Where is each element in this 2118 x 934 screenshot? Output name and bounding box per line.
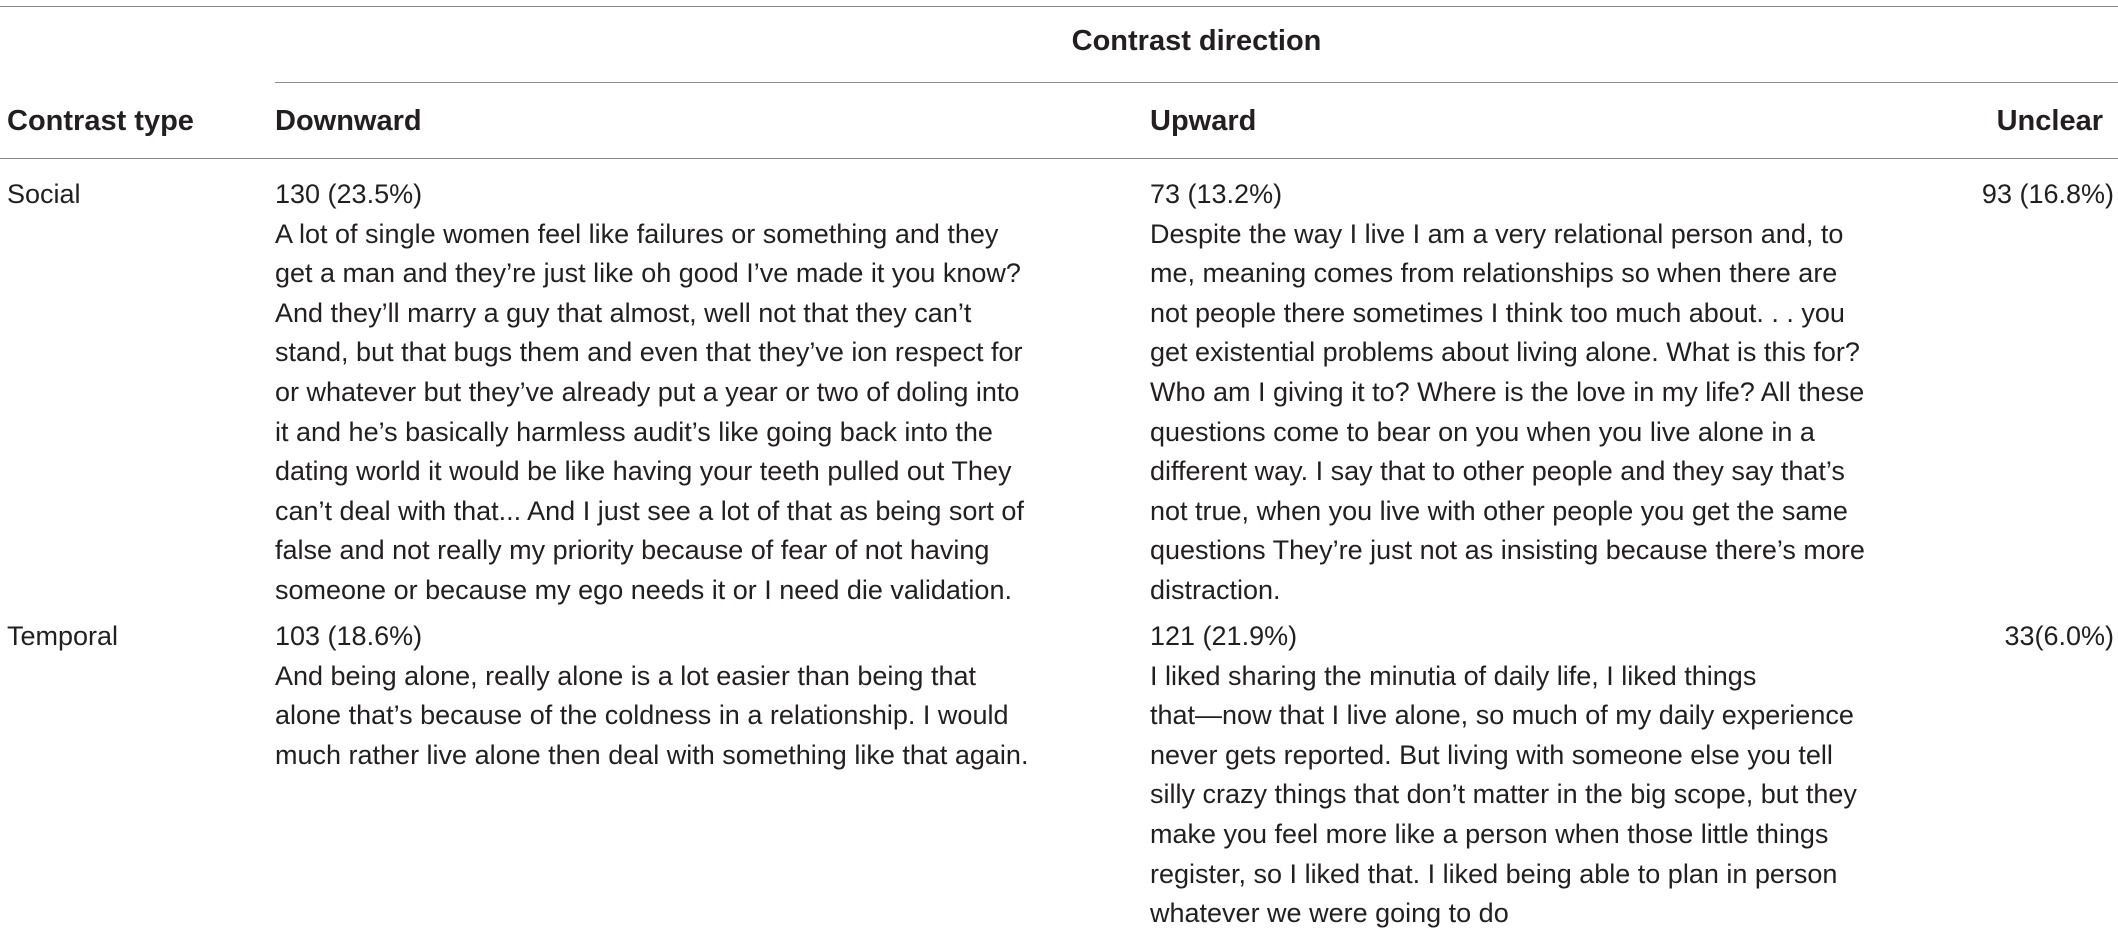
- downward-cell: [275, 175, 1024, 611]
- quote-line: someone or because my ego needs it or I need die validation.: [275, 574, 1012, 605]
- col-header-upward: Upward: [1150, 105, 1257, 137]
- quote-line: it and he’s basically harmless audit’s like going back into the: [275, 416, 993, 447]
- upward-count: 121 (21.9%): [1150, 621, 1298, 651]
- quote-line: questions They’re just not as insisting because there’s more: [1150, 535, 1865, 566]
- quote-line: get a man and they’re just like oh good I’ve made it you know?: [275, 258, 1021, 289]
- row-type-social: Social: [7, 179, 81, 209]
- quote-line: false and not really my priority because of fear of not having: [275, 535, 990, 566]
- quote-line: distraction.: [1150, 574, 1281, 605]
- unclear-count: 33(6.0%): [2004, 621, 2114, 651]
- quote-line: questions come to bear on you when you live alone in a: [1150, 416, 1815, 447]
- quote-line: Despite the way I live I am a very relational person and, to: [1150, 218, 1844, 249]
- quote-line: that—now that I live alone, so much of my daily experience: [1150, 700, 1854, 731]
- header-rule: [0, 158, 2118, 159]
- quote-line: A lot of single women feel like failures or something and they: [275, 218, 999, 249]
- top-rule: [0, 6, 2118, 7]
- row-type-temporal: Temporal: [7, 621, 119, 651]
- quote-line: Who am I giving it to? Where is the love in my life? All these: [1150, 376, 1865, 407]
- quote-line: never gets reported. But living with someone else you tell: [1150, 739, 1833, 770]
- quote-line: different way. I say that to other people and they say that’s: [1150, 456, 1845, 487]
- quote-line: whatever we were going to do: [1150, 898, 1509, 929]
- col-header-unclear: Unclear: [1996, 105, 2103, 137]
- quote-line: dating world it would be like having your teeth pulled out They: [275, 456, 1012, 487]
- quote-line: can’t deal with that... And I just see a lot of that as being sort of: [275, 495, 1024, 526]
- quote-line: not people there sometimes I think too much about. . . you: [1150, 297, 1845, 328]
- upward-cell: [1150, 175, 1865, 611]
- quote-line: register, so I liked that. I liked being able to plan in person: [1150, 858, 1838, 889]
- quote-line: not true, when you live with other people you get the same: [1150, 495, 1848, 526]
- quote-line: And they’ll marry a guy that almost, well not that they can’t: [275, 297, 972, 328]
- col-header-downward: Downward: [275, 105, 422, 137]
- quote-line: silly crazy things that don’t matter in the big scope, but they: [1150, 779, 1857, 810]
- upward-cell: [1150, 617, 1857, 934]
- downward-count: 130 (23.5%): [275, 179, 423, 209]
- quote-line: much rather live alone then deal with something like that again.: [275, 739, 1029, 770]
- quote-line: I liked sharing the minutia of daily life, I liked things: [1150, 660, 1757, 691]
- quote-line: or whatever but they’ve already put a year or two of doling into: [275, 376, 1020, 407]
- downward-cell: [275, 617, 1028, 775]
- quote-line: And being alone, really alone is a lot easier than being that: [275, 660, 976, 691]
- group-header-rule: [275, 82, 2118, 83]
- downward-count: 103 (18.6%): [275, 621, 423, 651]
- quote-line: alone that’s because of the coldness in a relationship. I would: [275, 700, 1009, 731]
- group-header-contrast-direction: Contrast direction: [1071, 25, 1322, 57]
- unclear-count: 93 (16.8%): [1981, 179, 2114, 209]
- upward-count: 73 (13.2%): [1150, 179, 1283, 209]
- quote-line: stand, but that bugs them and even that they’ve ion respect for: [275, 337, 1023, 368]
- quote-line: get existential problems about living alone. What is this for?: [1150, 337, 1860, 368]
- quote-line: me, meaning comes from relationships so when there are: [1150, 258, 1838, 289]
- quote-line: make you feel more like a person when those little things: [1150, 818, 1829, 849]
- col-header-contrast-type: Contrast type: [7, 105, 194, 137]
